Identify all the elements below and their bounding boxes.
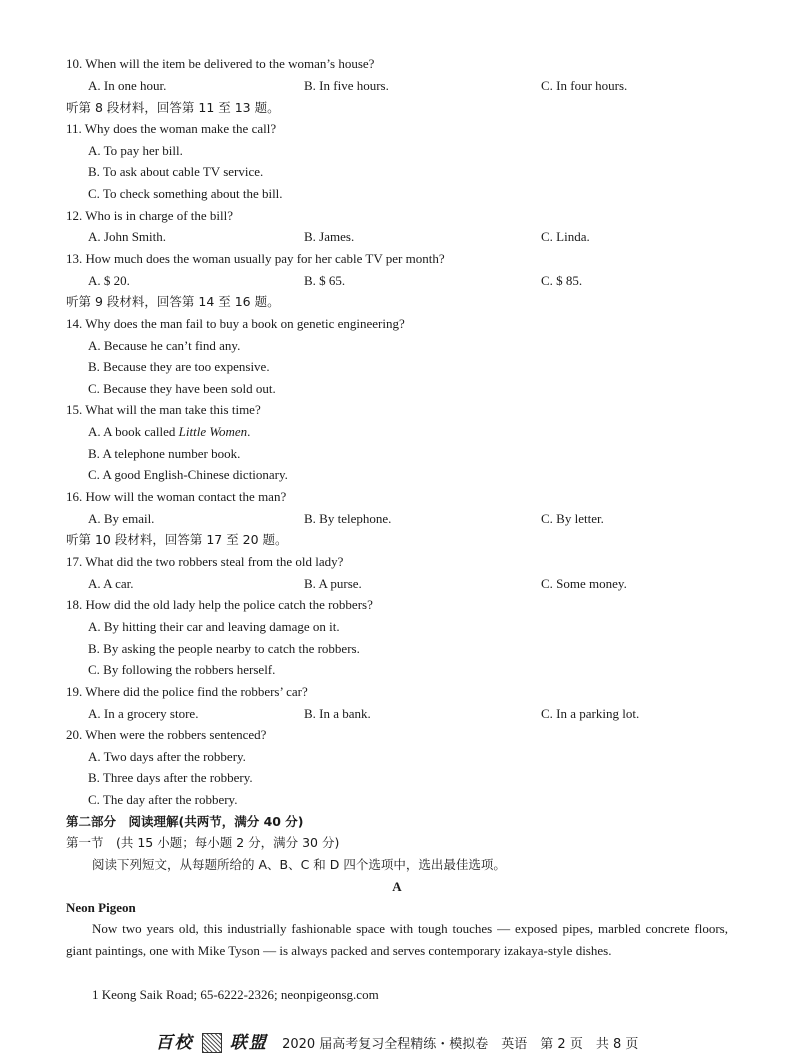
logo-text-2: 联盟 <box>229 1033 268 1053</box>
question-stem: 20. When were the robbers sentenced? <box>66 727 267 742</box>
option-b: B. In five hours. <box>304 78 389 93</box>
reading-instruction: 阅读下列短文，从每题所给的 A、B、C 和 D 四个选项中，选出最佳选项。 <box>92 857 506 872</box>
question-stem: 16. How will the woman contact the man? <box>66 489 287 504</box>
option-b: B. To ask about cable TV service. <box>88 164 264 179</box>
option-c: C. By following the robbers herself. <box>88 662 276 677</box>
option-b: B. $ 65. <box>304 273 346 288</box>
option-a: A. By hitting their car and leaving damage on it. <box>88 619 340 634</box>
option-c: C. A good English-Chinese dictionary. <box>88 467 288 482</box>
option-c: C. Because they have been sold out. <box>88 381 276 396</box>
question-stem: 13. How much does the woman usually pay for her cable TV per month? <box>66 251 445 266</box>
option-b: B. James. <box>304 229 355 244</box>
question-stem: 17. What did the two robbers steal from the old lady? <box>66 554 344 569</box>
question-stem: 12. Who is in charge of the bill? <box>66 208 234 223</box>
question-stem: 15. What will the man take this time? <box>66 402 261 417</box>
part-heading: 第二部分 阅读理解(共两节，满分 40 分) <box>66 814 304 829</box>
option-a-end: . <box>247 424 251 439</box>
option-c: C. By letter. <box>541 511 604 526</box>
option-a: A. In one hour. <box>88 78 167 93</box>
option-b: B. Because they are too expensive. <box>88 359 270 374</box>
option-c: C. Some money. <box>541 576 627 591</box>
option-a: A. Two days after the robbery. <box>88 749 246 764</box>
option-c: C. In four hours. <box>541 78 628 93</box>
option-a: A. John Smith. <box>88 229 167 244</box>
option-a: A. Because he can’t find any. <box>88 338 241 353</box>
option-a <box>88 424 250 440</box>
question-stem: 10. When will the item be delivered to the woman’s house? <box>66 56 375 71</box>
section-instruction: 听第 9 段材料，回答第 14 至 16 题。 <box>66 294 280 309</box>
section-instruction: 听第 10 段材料，回答第 17 至 20 题。 <box>66 532 288 547</box>
option-a: A. To pay her bill. <box>88 143 183 158</box>
option-c: C. Linda. <box>541 229 590 244</box>
option-b: B. By telephone. <box>304 511 392 526</box>
book-title: Little Women <box>178 424 248 439</box>
seal-icon <box>202 1033 222 1053</box>
question-stem: 19. Where did the police find the robbers’ car? <box>66 684 308 699</box>
page-footer <box>0 1028 794 1055</box>
option-b: B. By asking the people nearby to catch the robbers. <box>88 641 360 656</box>
option-c: C. In a parking lot. <box>541 706 640 721</box>
option-b: B. Three days after the robbery. <box>88 770 253 785</box>
option-a: A. By email. <box>88 511 155 526</box>
option-a: A. A car. <box>88 576 134 591</box>
question-stem: 11. Why does the woman make the call? <box>66 121 277 136</box>
passage-body: Now two years old, this industrially fashionable space with tough touches — exposed pipes, marbled concrete floors, giant paintings, one with Mike Tyson — is always packed and serves contemporary izakaya-style dishes. <box>66 921 728 958</box>
option-b: B. A purse. <box>304 576 362 591</box>
option-c: C. $ 85. <box>541 273 583 288</box>
option-a-text: A. A book called <box>88 424 179 439</box>
section-heading: 第一节 (共 15 小题；每小题 2 分，满分 30 分) <box>66 835 340 850</box>
option-c: C. To check something about the bill. <box>88 186 283 201</box>
option-c: C. The day after the robbery. <box>88 792 238 807</box>
question-stem: 18. How did the old lady help the police catch the robbers? <box>66 597 373 612</box>
passage-letter: A <box>392 879 402 894</box>
option-b: B. In a bank. <box>304 706 371 721</box>
footer-text: 2020 届高考复习全程精练・模拟卷 英语 第 2 页 共 8 页 <box>282 1037 639 1052</box>
question-stem: 14. Why does the man fail to buy a book on genetic engineering? <box>66 316 405 331</box>
passage-address: 1 Keong Saik Road; 65-6222-2326; neonpigeonsg.com <box>92 987 379 1002</box>
option-a: A. In a grocery store. <box>88 706 199 721</box>
option-a: A. $ 20. <box>88 273 130 288</box>
section-instruction: 听第 8 段材料，回答第 11 至 13 题。 <box>66 100 280 115</box>
logo-text: 百校 <box>155 1033 194 1053</box>
option-b: B. A telephone number book. <box>88 446 241 461</box>
passage-title: Neon Pigeon <box>66 900 136 915</box>
